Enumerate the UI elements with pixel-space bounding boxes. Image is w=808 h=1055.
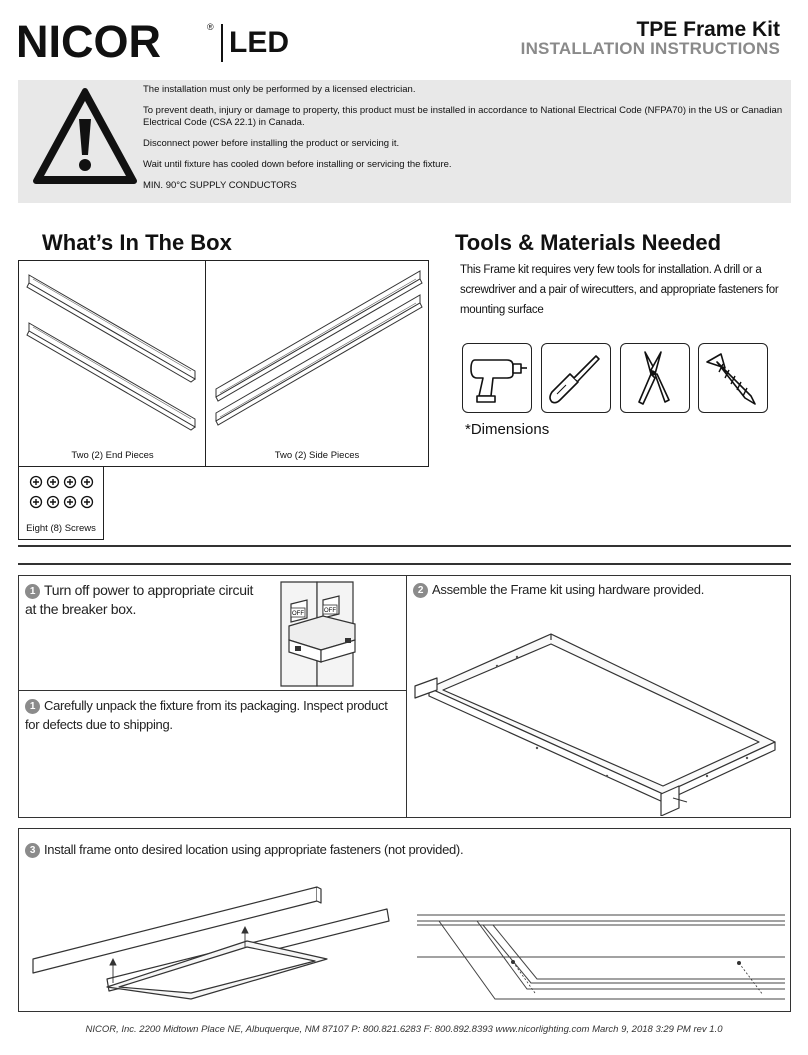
side-pieces-box (205, 260, 429, 467)
footer-address: NICOR, Inc. 2200 Midtown Place NE, Albuquerque, NM 87107 P: 800.821.6283 F: 800.892.8393 www.nicorlighting.com March 9, 2018 3:29 PM rev 1.0 (85, 1024, 723, 1035)
registered-mark: ® (207, 22, 214, 32)
step-number: 2 (413, 583, 428, 598)
breaker-off-label: OFF (292, 611, 304, 617)
screw-icon (698, 343, 768, 413)
side-pieces-illustration (206, 261, 428, 451)
step-unpack (18, 690, 407, 818)
step-instruction: Carefully unpack the fixture from its packaging. Inspect product for defects due to shipping. (25, 698, 388, 732)
end-pieces-box (18, 260, 207, 467)
drill-icon (462, 343, 532, 413)
nicor-led-logo (16, 16, 289, 67)
wirecutter-icon (620, 343, 690, 413)
step-text (25, 581, 265, 619)
logo-led: LED (229, 26, 289, 59)
step-assemble (406, 575, 791, 818)
document-title: TPE Frame Kit (636, 18, 780, 41)
tools-section-title: Tools & Materials Needed (455, 230, 722, 255)
warning-line: Disconnect power before installing the product or servicing it. (143, 138, 400, 149)
end-pieces-caption: Two (2) End Pieces (71, 450, 154, 461)
warning-line: MIN. 90°C SUPPLY CONDUCTORS (143, 180, 297, 191)
step-number: 1 (25, 699, 40, 714)
box-section-title: What’s In The Box (42, 230, 232, 255)
ceiling-install-illustration (27, 879, 397, 1009)
warning-line: The installation must only be performed by a licensed electrician. (143, 84, 416, 95)
step-text (25, 696, 395, 734)
step-text (25, 840, 765, 859)
warning-line: Wait until fixture has cooled down before installing or servicing the fixture. (143, 159, 452, 170)
screws-caption: Eight (8) Screws (26, 523, 96, 534)
screwdriver-icon (541, 343, 611, 413)
screws-illustration (28, 474, 96, 512)
logo-brand: NICOR (16, 16, 161, 67)
step-instruction: Install frame onto desired location using appropriate fasteners (not provided). (44, 842, 464, 857)
warning-triangle-icon (32, 87, 138, 187)
step-instruction: Turn off power to appropriate circuit at the breaker box. (25, 582, 254, 617)
breaker-off-label: OFF (324, 608, 336, 614)
warning-panel (18, 80, 791, 203)
frame-assembly-illustration (407, 626, 789, 816)
side-pieces-caption: Two (2) Side Pieces (274, 450, 360, 461)
screws-box (18, 466, 104, 540)
section-divider (18, 545, 791, 547)
step-number: 3 (25, 843, 40, 858)
step-power-off (18, 575, 407, 691)
section-divider (18, 563, 791, 565)
breaker-box-illustration (275, 578, 385, 690)
frame-corner-detail-illustration (417, 907, 787, 1007)
document-subtitle: INSTALLATION INSTRUCTIONS (520, 39, 780, 58)
dimensions-label: *Dimensions (465, 421, 550, 438)
logo-divider (221, 24, 223, 62)
end-pieces-illustration (19, 261, 205, 451)
step-instruction: Assemble the Frame kit using hardware provided. (432, 582, 705, 597)
warning-line: To prevent death, injury or damage to property, this product must be installed in accordance to National Electrical Code (NFPA70) in the US or Canadian Electrical Code (CSA 22.1) in Canada. (143, 105, 783, 128)
warning-text (143, 84, 783, 201)
tools-description: This Frame kit requires very few tools for installation. A drill or a screwdriver and a pair of wirecutters, and appropriate fasteners for mounting surface (460, 264, 779, 316)
step-install (18, 828, 791, 1012)
step-number: 1 (25, 584, 40, 599)
step-text (413, 580, 783, 599)
